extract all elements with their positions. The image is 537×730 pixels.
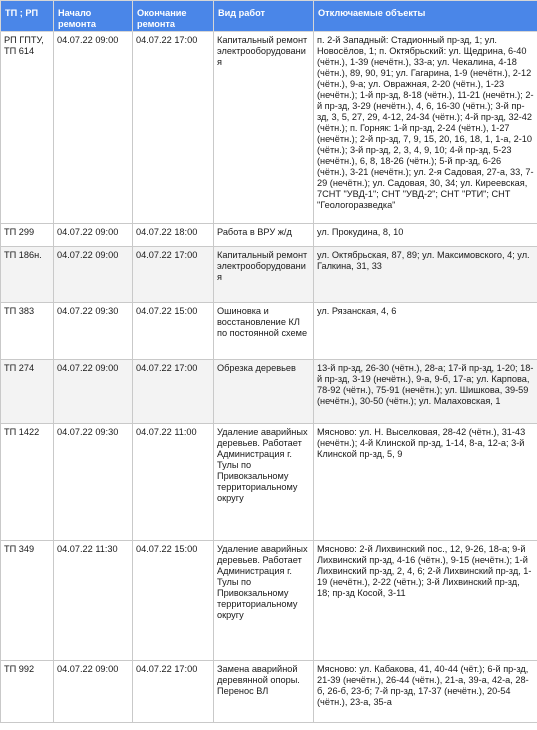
- cell-objects: ул. Рязанская, 4, 6: [314, 303, 537, 360]
- cell-work: Удаление аварийных деревьев. Работает Администрация г. Тулы по Привокзальному территориальному округу: [214, 424, 314, 541]
- cell-start: 04.07.22 09:00: [54, 247, 133, 303]
- cell-work: Капитальный ремонт электрооборудования: [214, 247, 314, 303]
- table-row: [1, 224, 537, 247]
- cell-end: 04.07.22 17:00: [133, 32, 214, 224]
- table-row: [1, 247, 537, 303]
- cell-work: Обрезка деревьев: [214, 360, 314, 424]
- cell-tp: ТП 349: [1, 541, 54, 661]
- cell-tp: ТП 186н.: [1, 247, 54, 303]
- header-work: Вид работ: [214, 1, 314, 32]
- header-row: [1, 1, 537, 32]
- cell-end: 04.07.22 17:00: [133, 360, 214, 424]
- cell-end: 04.07.22 11:00: [133, 424, 214, 541]
- cell-start: 04.07.22 09:00: [54, 360, 133, 424]
- cell-tp: ТП 383: [1, 303, 54, 360]
- cell-work: Замена аварийной деревянной опоры. Перенос ВЛ: [214, 661, 314, 723]
- cell-end: 04.07.22 17:00: [133, 661, 214, 723]
- cell-objects: Мясново: 2-й Лихвинский пос., 12, 9-26, 18-а; 9-й Лихвинский пр-зд, 4-16 (чётн.), 9-15 (нечётн.); 1-й Лихвинский пр-зд, 2, 4, 6; 2-й Лихвинский пр-зд, 1-19 (нечётн.), 2-22 (чётн.); 3-й Лихвинский пр-зд, 18; пр-зд Косой, 3-11: [314, 541, 537, 661]
- cell-objects: п. 2-й Западный: Стадионный пр-зд, 1; ул. Новосёлов, 1; п. Октябрьский: ул. Щедрина, 6-40 (чётн.), 1-39 (нечётн.), 33-а; ул. Чекалина, 4-18 (чётн.), 89, 90, 91; ул. Гагарина, 1-9 (нечётн.), 2-12 (чётн.), 9-а; ул. Овражная, 2-20 (чётн.), 1-23 (нечётн.); 1-й пр-зд, 8-18 (чётн.), 11-21 (нечётн.); 2-й пр-зд, 3-29 (нечётн.), 4, 6, 16-30 (чётн.); 3-й пр-зд, 3, 5, 27, 29, 4-12, 24-34 (чётн.); 4-й пр-зд, 32-42 (чётн.); п. Горняк: 1-й пр-зд, 2-24 (чётн.), 1-27 (нечётн.); 2-й пр-зд, 7, 9, 15, 20, 16, 18, 1, 1-а, 2-10 (чётн.); 3-й пр-зд, 2, 3, 4, 9, 10; 4-й пр-зд, 5-23 (нечётн.), 6, 8, 18-26 (чётн.); 5-й пр-зд, 6-26 (чётн.), 3-21 (нечётн.); ул. 2-я Садовая, 27-а, 33, 7-29 (нечётн.); ул. Садовая, 30, 34; ул. Киреевская, 7СНТ "УВД-1"; СНТ "УВД-2"; СНТ "РТИ"; СНТ "Геологоразведка": [314, 32, 537, 224]
- table-row: [1, 360, 537, 424]
- cell-objects: ул. Октябрьская, 87, 89; ул. Максимовского, 4; ул. Галкина, 31, 33: [314, 247, 537, 303]
- cell-end: 04.07.22 15:00: [133, 303, 214, 360]
- table-row: [1, 541, 537, 661]
- cell-start: 04.07.22 09:00: [54, 224, 133, 247]
- header-start: Начало ремонта: [54, 1, 133, 32]
- table-row: [1, 424, 537, 541]
- cell-tp: РП ГПТУ, ТП 614: [1, 32, 54, 224]
- table-row: [1, 303, 537, 360]
- cell-tp: ТП 1422: [1, 424, 54, 541]
- cell-tp: ТП 274: [1, 360, 54, 424]
- cell-end: 04.07.22 17:00: [133, 247, 214, 303]
- cell-objects: ул. Прокудина, 8, 10: [314, 224, 537, 247]
- header-tp: ТП ; РП: [1, 1, 54, 32]
- cell-start: 04.07.22 09:00: [54, 32, 133, 224]
- cell-work: Удаление аварийных деревьев. Работает Администрация г. Тулы по Привокзальному территориальному округу: [214, 541, 314, 661]
- cell-work: Капитальный ремонт электрооборудования: [214, 32, 314, 224]
- header-end: Окончание ремонта: [133, 1, 214, 32]
- table-row: [1, 661, 537, 723]
- cell-objects: Мясново: ул. Кабакова, 41, 40-44 (чёт.); 6-й пр-зд, 21-39 (нечётн.), 26-44 (чётн.), 21-а, 39-а, 42-а, 28-б, 26-б, 23-б; 7-й пр-зд, 17-37 (нечётн.), 20-54 (чётн.), 23-а, 35-а: [314, 661, 537, 723]
- cell-end: 04.07.22 18:00: [133, 224, 214, 247]
- cell-start: 04.07.22 09:30: [54, 424, 133, 541]
- cell-objects: 13-й пр-зд, 26-30 (чётн.), 28-а; 17-й пр-зд, 1-20; 18-й пр-зд, 3-19 (нечётн.), 9-а, 9-б, 17-а; ул. Карпова, 78-92 (чётн.), 75-91 (нечётн.); ул. Шишкова, 39-59 (нечётн.), 30-50 (чётн.); ул. Малаховская, 1: [314, 360, 537, 424]
- cell-tp: ТП 992: [1, 661, 54, 723]
- cell-objects: Мясново: ул. Н. Выселковая, 28-42 (чётн.), 31-43 (нечётн.); 4-й Клинской пр-зд, 1-14, 8-а, 12-а; 3-й Клинской пр-зд, 5, 9: [314, 424, 537, 541]
- cell-start: 04.07.22 09:00: [54, 661, 133, 723]
- cell-tp: ТП 299: [1, 224, 54, 247]
- cell-start: 04.07.22 09:30: [54, 303, 133, 360]
- header-objects: Отключаемые объекты: [314, 1, 537, 32]
- cell-start: 04.07.22 11:30: [54, 541, 133, 661]
- cell-end: 04.07.22 15:00: [133, 541, 214, 661]
- cell-work: Ошиновка и восстановление КЛ по постоянной схеме: [214, 303, 314, 360]
- table-row: [1, 32, 537, 224]
- cell-work: Работа в ВРУ ж/д: [214, 224, 314, 247]
